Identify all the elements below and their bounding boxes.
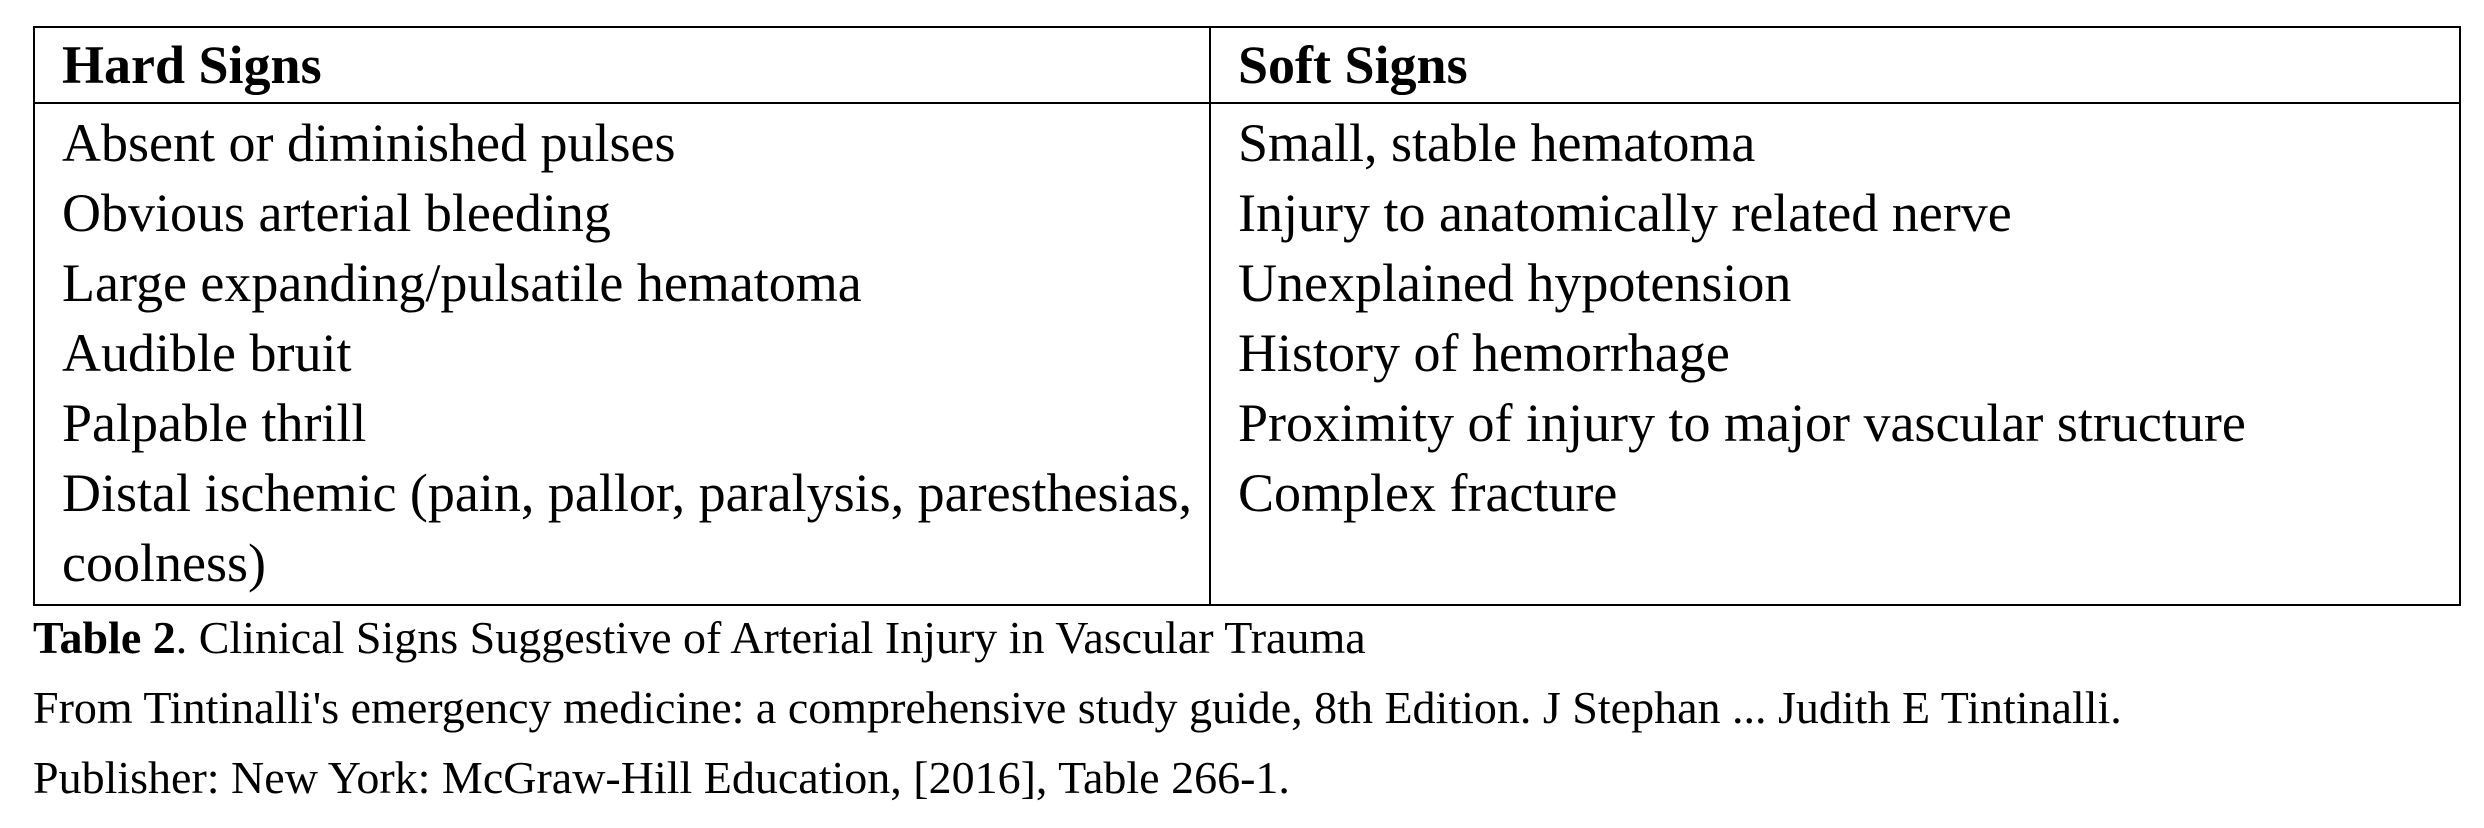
hard-sign-item: Large expanding/pulsatile hematoma xyxy=(62,253,862,313)
caption-source-line-2: Publisher: New York: McGraw-Hill Education, [2016], Table 266-1. xyxy=(33,752,1290,803)
soft-sign-item: Complex fracture xyxy=(1238,463,1618,523)
soft-sign-item: Unexplained hypotension xyxy=(1238,253,1792,313)
hard-sign-item: Distal ischemic (pain, pallor, paralysis, paresthesias, coolness) xyxy=(62,463,1193,593)
caption-label: Table 2 xyxy=(33,612,176,663)
clinical-signs-table xyxy=(33,26,2461,606)
soft-sign-item: History of hemorrhage xyxy=(1238,323,1730,383)
header-hard-signs: Hard Signs xyxy=(34,27,1210,103)
hard-sign-item: Audible bruit xyxy=(62,323,352,383)
table-caption xyxy=(33,608,1366,668)
caption-source-line-1: From Tintinalli's emergency medicine: a comprehensive study guide, 8th Edition. J Stephan ... Judith E Tintinalli. xyxy=(33,682,2122,733)
soft-sign-item: Injury to anatomically related nerve xyxy=(1238,183,2012,243)
hard-signs-cell xyxy=(34,103,1210,605)
hard-sign-item: Palpable thrill xyxy=(62,393,367,453)
caption-title: . Clinical Signs Suggestive of Arterial Injury in Vascular Trauma xyxy=(175,612,1366,663)
table-row xyxy=(34,103,2460,605)
soft-sign-item: Small, stable hematoma xyxy=(1238,113,1756,173)
table-header-row xyxy=(34,27,2460,103)
hard-sign-item: Absent or diminished pulses xyxy=(62,113,676,173)
soft-signs-cell xyxy=(1210,103,2460,605)
header-soft-signs: Soft Signs xyxy=(1210,27,2460,103)
hard-sign-item: Obvious arterial bleeding xyxy=(62,183,611,243)
soft-sign-item: Proximity of injury to major vascular structure xyxy=(1238,393,2246,453)
